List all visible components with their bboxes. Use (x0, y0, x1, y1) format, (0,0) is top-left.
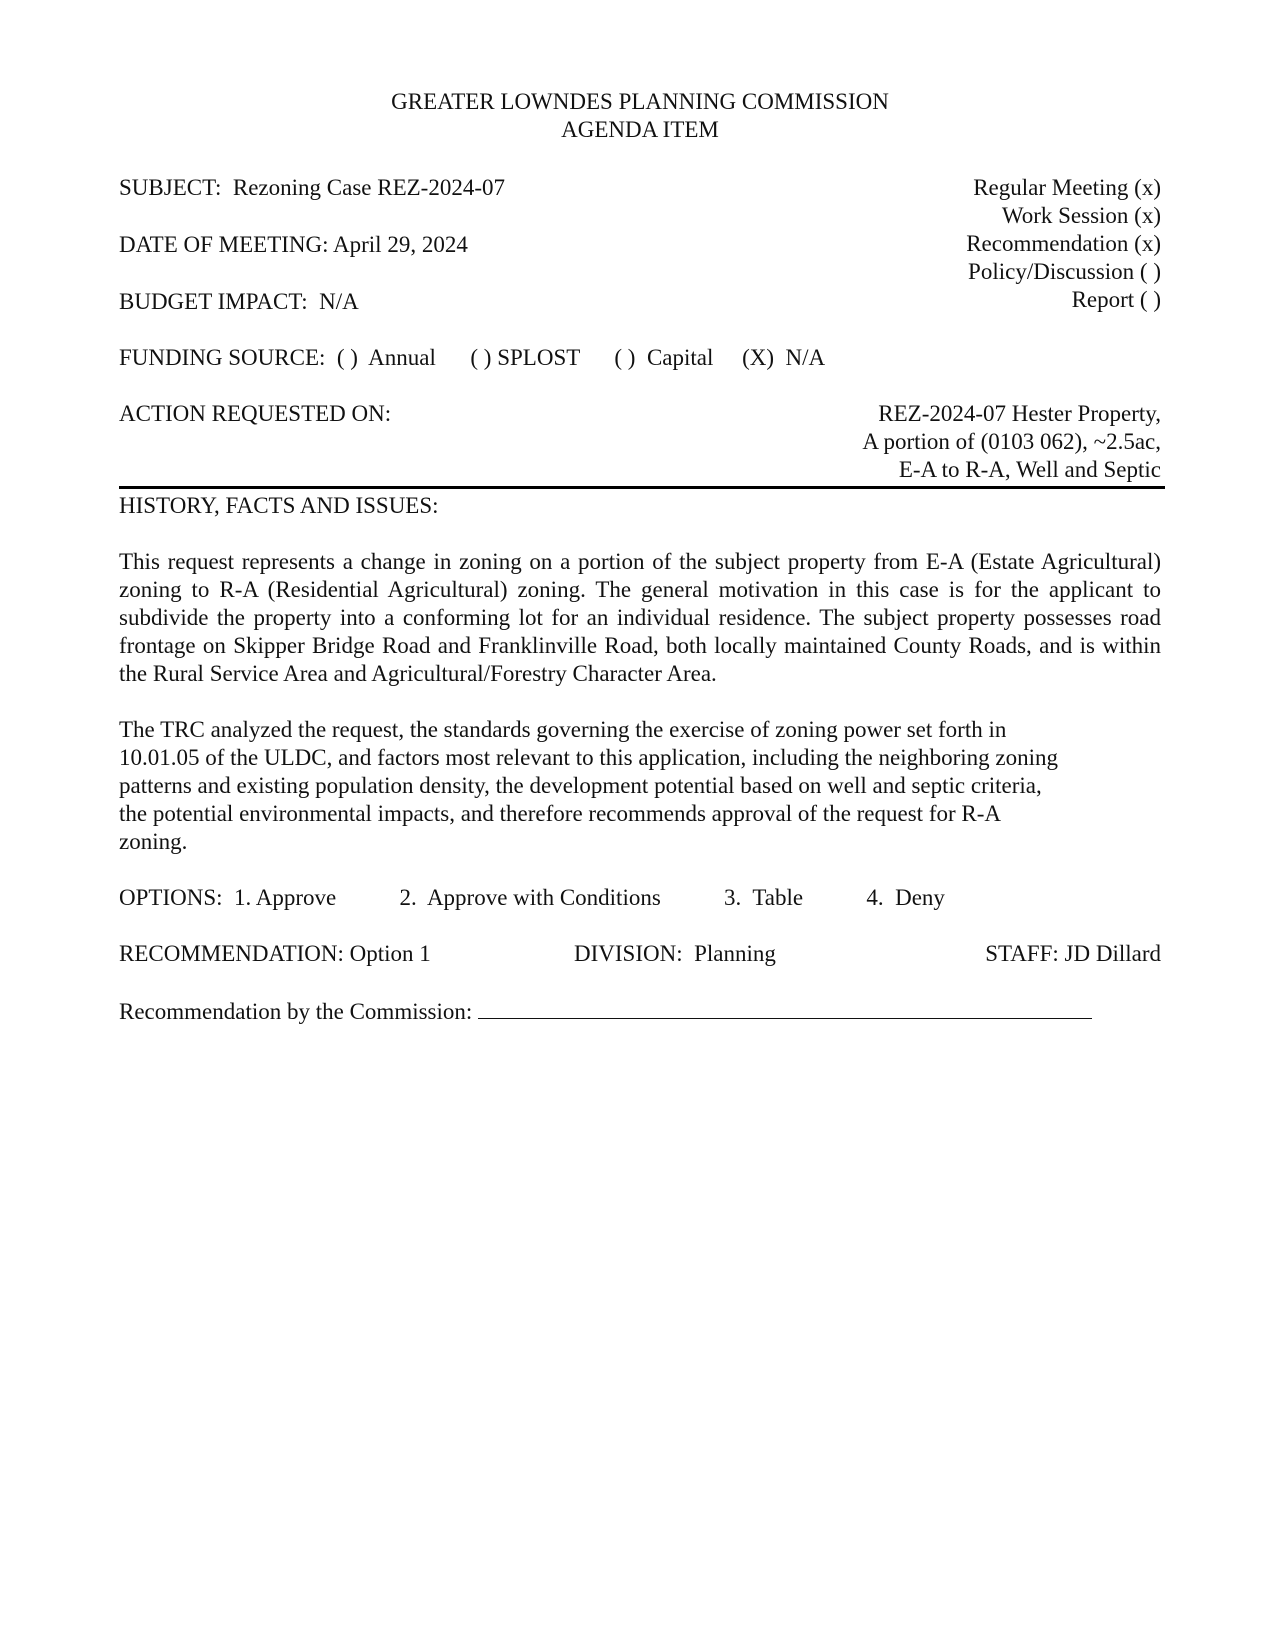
action-requested-block (119, 400, 1161, 484)
recommendation-field: RECOMMENDATION: Option 1 (119, 941, 431, 966)
action-requested-line-2: A portion of (0103 062), ~2.5ac, (862, 429, 1161, 454)
action-requested-line-3: E-A to R-A, Well and Septic (898, 457, 1161, 482)
organization-name: GREATER LOWNDES PLANNING COMMISSION (391, 89, 889, 114)
meeting-info-block (119, 174, 1161, 316)
meeting-type-regular: Regular Meeting (x) (973, 175, 1161, 200)
history-section-label: HISTORY, FACTS AND ISSUES: (119, 493, 439, 518)
history-paragraph-2-line: 10.01.05 of the ULDC, and factors most relevant to this application, including the neighboring zoning (119, 745, 1058, 770)
division-field: DIVISION: Planning (574, 941, 776, 966)
options-line: OPTIONS: 1. Approve 2. Approve with Conditions 3. Table 4. Deny (119, 885, 945, 910)
action-requested-label: ACTION REQUESTED ON: (119, 401, 392, 426)
subject-field: SUBJECT: Rezoning Case REZ-2024-07 (119, 175, 505, 200)
history-paragraph-2-line: The TRC analyzed the request, the standards governing the exercise of zoning power set forth in (119, 717, 1007, 742)
commission-recommendation-row (119, 998, 1161, 1026)
document-type: AGENDA ITEM (561, 117, 719, 142)
meeting-type-work-session: Work Session (x) (1001, 203, 1161, 228)
commission-recommendation-label: Recommendation by the Commission: (119, 999, 473, 1024)
meeting-fields (119, 174, 505, 316)
funding-source-field: FUNDING SOURCE: ( ) Annual ( ) SPLOST ( ) Capital (X) N/A (119, 345, 826, 370)
action-requested-details (862, 400, 1161, 484)
date-of-meeting-field: DATE OF MEETING: April 29, 2024 (119, 232, 468, 257)
action-requested-line-1: REZ-2024-07 Hester Property, (878, 401, 1161, 426)
history-paragraph-1: This request represents a change in zoning on a portion of the subject property from E-A (Estate Agricultural) zoning to R-A (Residential Agricultural) zoning. The general motivation in this case is for the applicant to subdivide the property into a conforming lot for an individual residence. The subject property possesses road frontage on Skipper Bridge Road and Franklinville Road, both locally maintained County Roads, and is within the Rural Service Area and Agricultural/Forestry Character Area. (119, 549, 1161, 686)
staff-field: STAFF: JD Dillard (985, 941, 1161, 966)
commission-recommendation-blank[interactable] (478, 998, 1092, 1019)
budget-impact-field: BUDGET IMPACT: N/A (119, 289, 359, 314)
meeting-type-recommendation: Recommendation (x) (966, 231, 1161, 256)
agenda-item-page (119, 88, 1161, 1026)
history-paragraph-2 (119, 716, 1161, 856)
document-header (119, 88, 1161, 144)
recommendation-row (119, 940, 1161, 968)
section-divider (119, 486, 1165, 489)
history-paragraph-2-line: the potential environmental impacts, and therefore recommends approval of the request for R-A (119, 801, 1001, 826)
meeting-type-policy-discussion: Policy/Discussion ( ) (968, 259, 1161, 284)
history-paragraph-2-line: zoning. (119, 829, 188, 854)
meeting-type-report: Report ( ) (1071, 287, 1161, 312)
meeting-type-list (966, 174, 1161, 314)
history-paragraph-2-line: patterns and existing population density, the development potential based on well and septic criteria, (119, 773, 1042, 798)
